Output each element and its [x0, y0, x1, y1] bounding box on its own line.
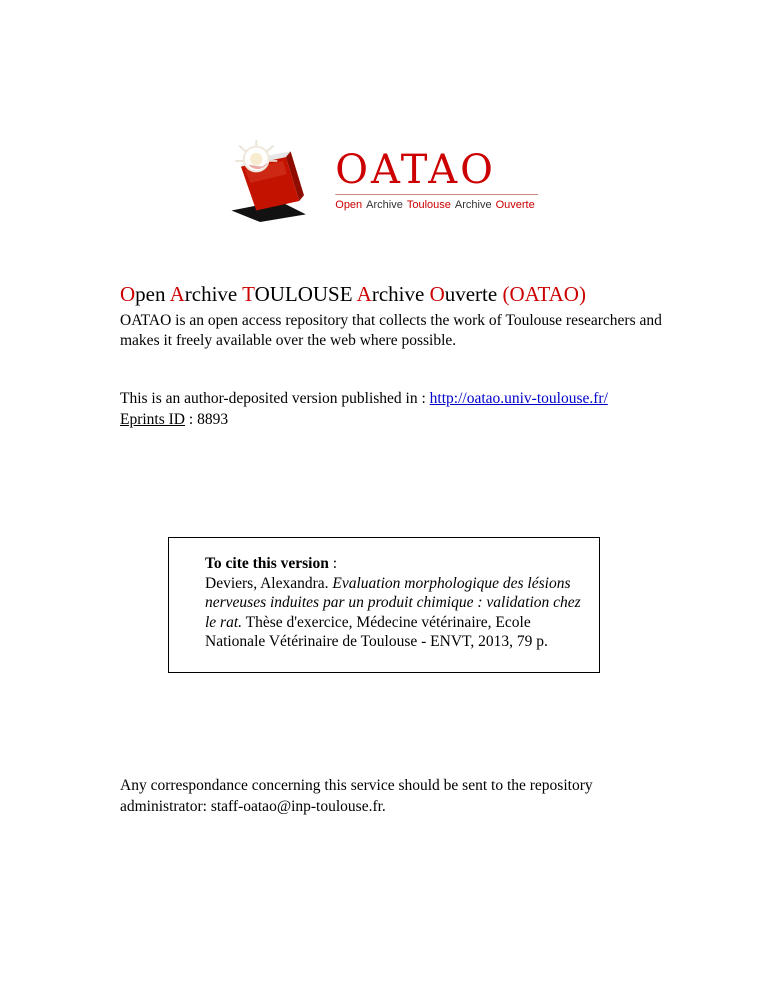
logo-tagline-word: Archive — [454, 199, 492, 211]
title-segment: pen — [135, 282, 170, 306]
title-segment: T — [242, 282, 255, 306]
eprints-id-label: Eprints ID — [120, 411, 186, 428]
footer-note: Any correspondance concerning this service should be sent to the repository administrator: staff-oatao@inp-toulouse.fr. — [120, 777, 593, 815]
logo-text-block — [335, 148, 538, 212]
logo-brand: OATAO — [335, 147, 496, 193]
deposit-info — [120, 388, 680, 430]
deposit-prefix: This is an author-deposited version published in : — [120, 390, 430, 407]
logo-tagline-word: Toulouse — [406, 199, 451, 211]
intro-paragraph: OATAO is an open access repository that collects the work of Toulouse researchers and makes it freely available over the web where possible. — [120, 312, 662, 349]
citation-heading-colon: : — [328, 555, 338, 572]
citation-heading: To cite this version — [205, 555, 329, 572]
logo-tagline-word: Archive — [366, 199, 403, 211]
page-title — [120, 281, 586, 307]
title-segment: rchive — [371, 282, 430, 306]
citation-author: Deviers, Alexandra. — [205, 574, 333, 592]
oatao-logo — [229, 138, 538, 222]
title-segment: O — [429, 282, 445, 306]
title-segment: OULOUSE — [254, 282, 357, 306]
logo-tagline-word: Ouverte — [495, 199, 535, 211]
logo-tagline-word: Open — [335, 199, 363, 211]
logo-tagline — [335, 194, 538, 212]
title-segment: uverte — [444, 282, 503, 306]
repository-link[interactable]: http://oatao.univ-toulouse.fr/ — [429, 390, 608, 407]
citation-box — [168, 537, 600, 673]
title-segment: (OATAO) — [502, 282, 586, 306]
title-segment: O — [120, 282, 136, 306]
title-segment: A — [169, 282, 185, 306]
eprints-id-value: : 8893 — [185, 411, 229, 428]
title-segment: rchive — [184, 282, 243, 306]
citation-title-italic: Evaluation morphologique des lésions nerveuses induites par un produit chimique : validation chez le rat. — [205, 574, 581, 631]
title-segment: A — [356, 282, 372, 306]
oatao-book-icon — [229, 138, 325, 222]
citation-details: Thèse d'exercice, Médecine vétérinaire, Ecole Nationale Vétérinaire de Toulouse - ENVT, 2013, 79 p. — [205, 613, 548, 650]
